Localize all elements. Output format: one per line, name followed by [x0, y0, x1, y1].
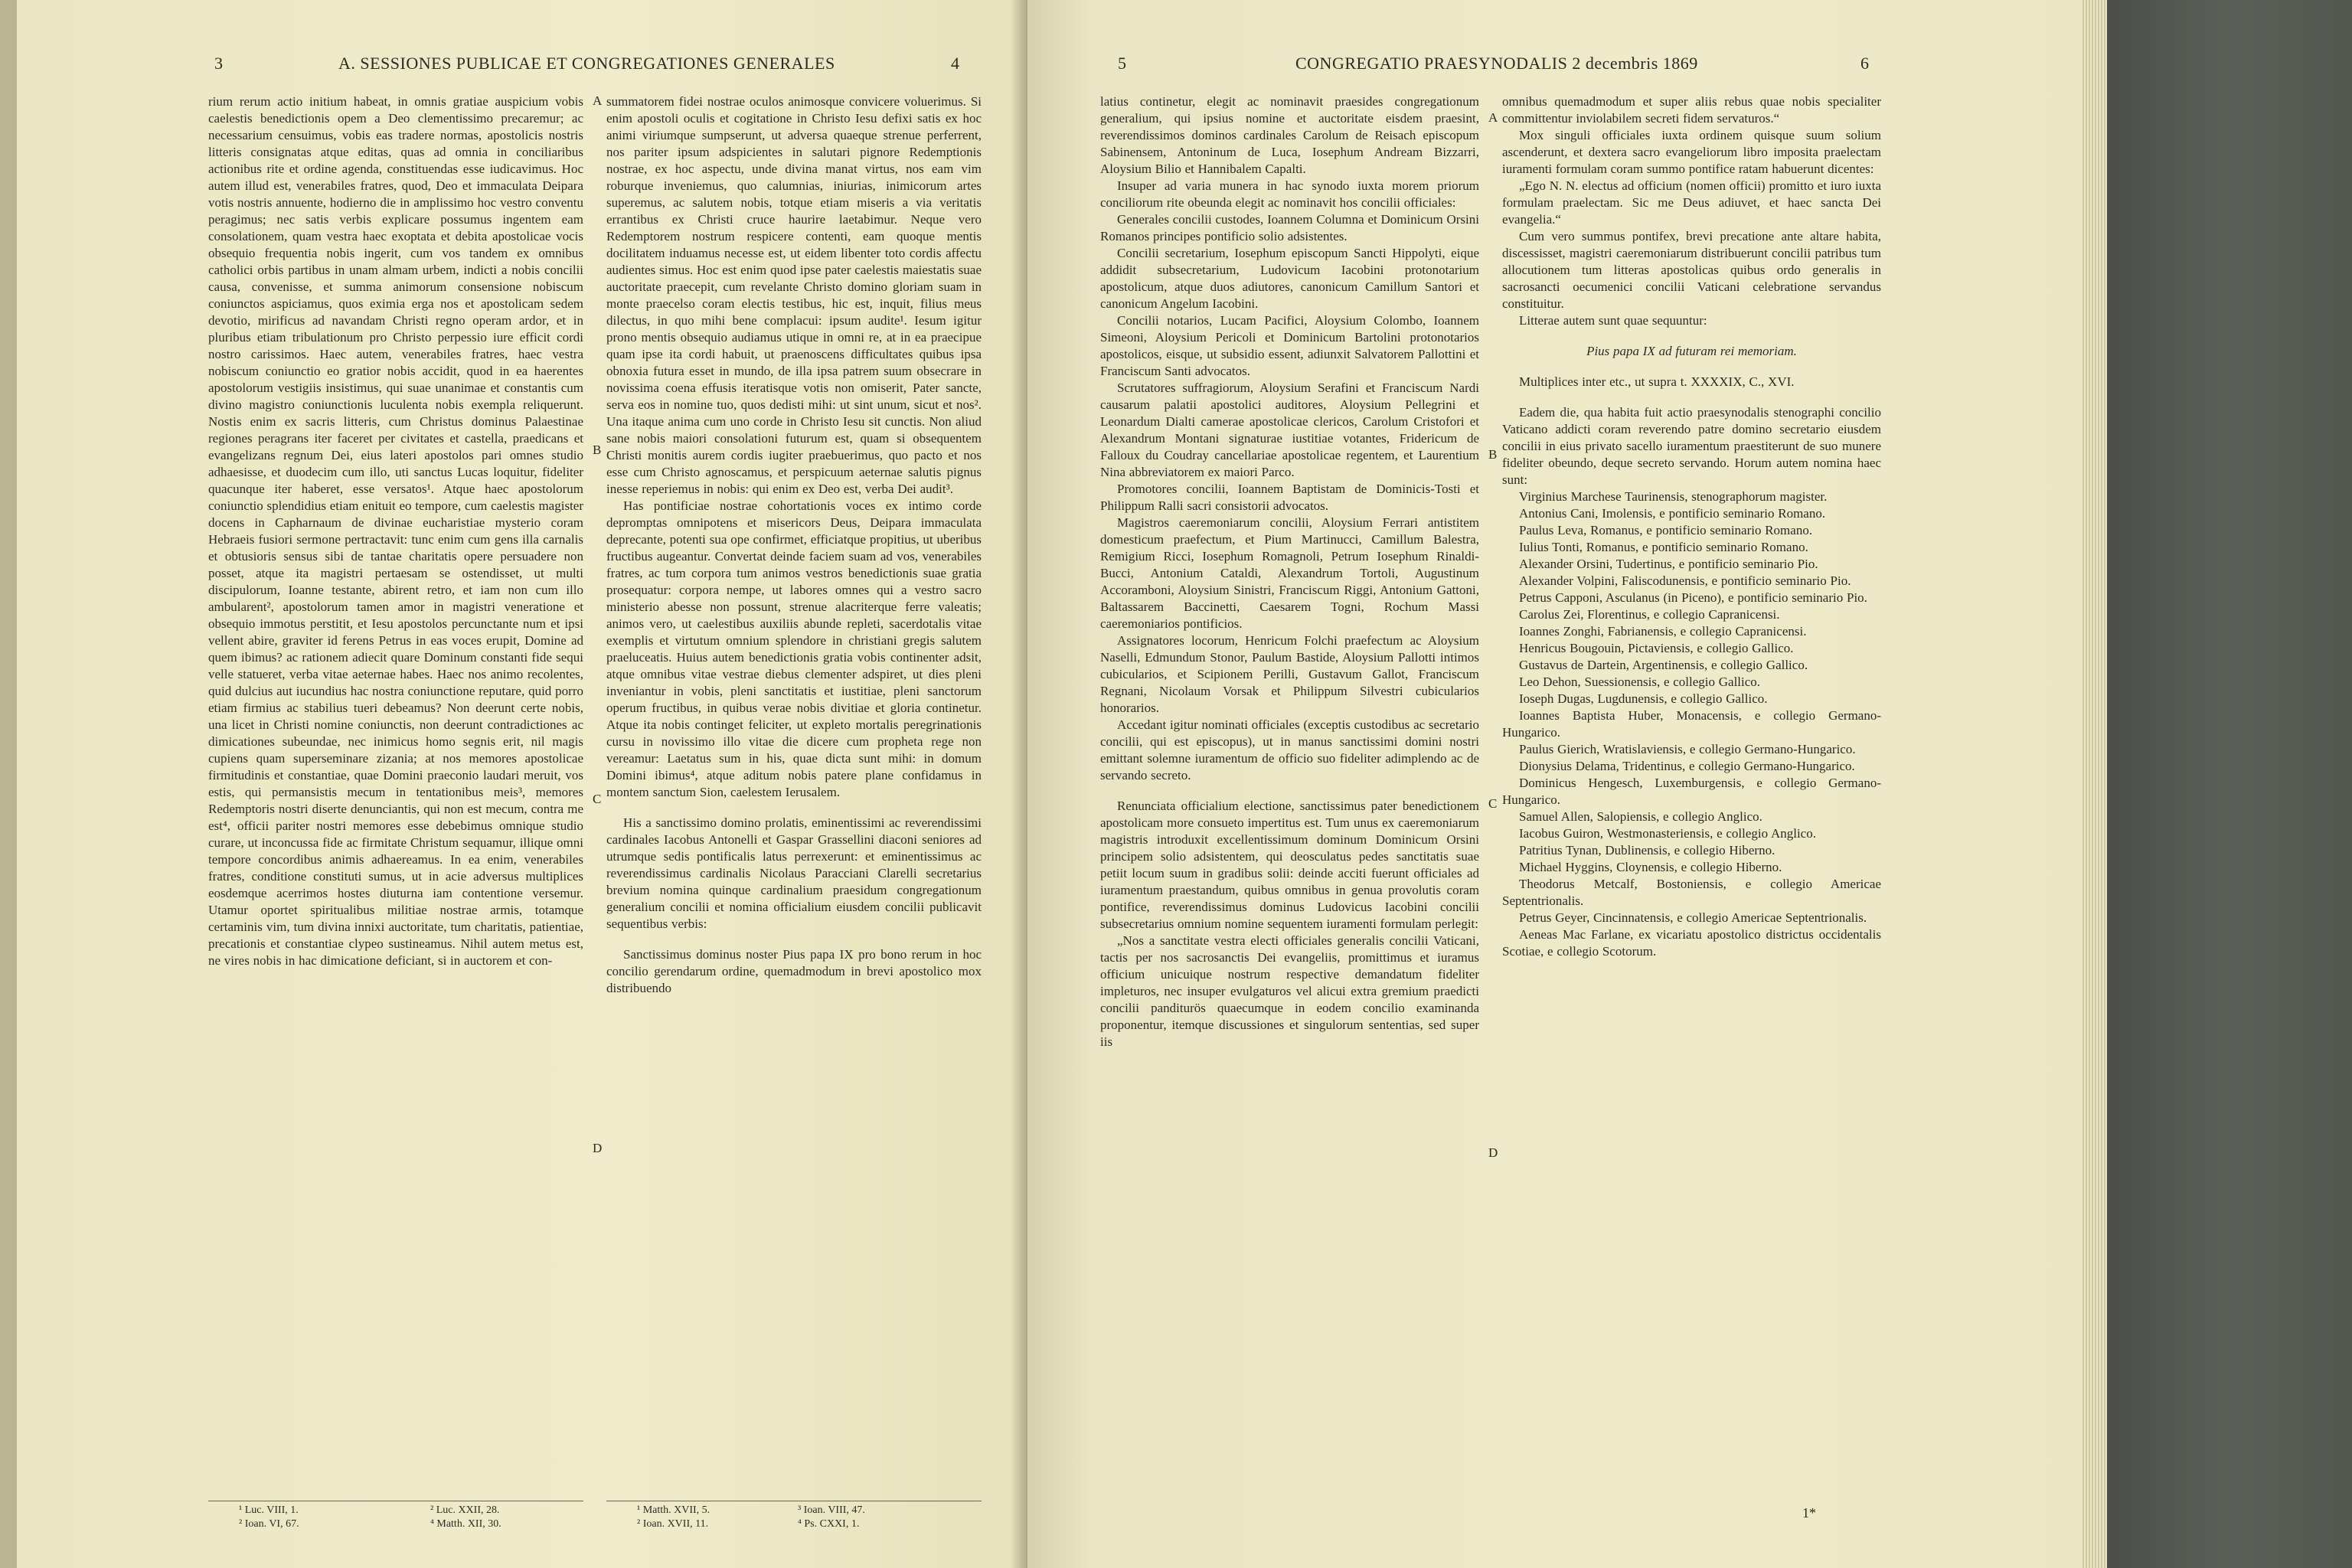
list-item: Petrus Capponi, Asculanus (in Piceno), e pontificio seminario Pio.: [1519, 590, 1867, 605]
footnote: ⁴ Matth. XII, 30.: [430, 1518, 501, 1530]
paragraph: Scrutatores suffragiorum, Aloysium Serafini et Franciscum Nardi causarum palatii apostolici auditores, Aloysium Pellegrini et Leonardum Dialti camerae apostolicae clericos, Carolum Cristofori et Alexandrum Montani signaturae iustitiae votantes, Fridericum de Falloux du Coudray cancellariae apostolicae regentem, et Laurentium Nina abbreviatorem ex maiori Parco.: [1100, 381, 1479, 479]
footnote: ² Ioan. XVII, 11.: [637, 1518, 709, 1530]
left-page: [17, 0, 1027, 1568]
footnote: ¹ Luc. VIII, 1.: [239, 1504, 299, 1516]
footnote: ¹ Matth. XVII, 5.: [637, 1504, 710, 1516]
list-item: Ioannes Zonghi, Fabrianensis, e collegio Capranicensi.: [1519, 624, 1807, 639]
page-number-3: 3: [214, 54, 224, 73]
paragraph: Multiplices inter etc., ut supra t. XXXXIX, C., XVI.: [1519, 374, 1795, 389]
list-item: Dionysius Delama, Tridentinus, e collegio Germano-Hungarico.: [1519, 759, 1855, 773]
right-column-1: [1100, 93, 1479, 1499]
paragraph: omnibus quemadmodum et super aliis rebus quae nobis specialiter committentur inviolabilem secreti fidem servaturos.“: [1502, 94, 1881, 126]
page-number-4: 4: [951, 54, 960, 73]
list-item: Ioannes Baptista Huber, Monacensis, e collegio Germano-Hungarico.: [1502, 708, 1881, 740]
paragraph: Magistros caeremoniarum concilii, Aloysium Ferrari antistitem domesticum praefectum, et Pium Martinucci, Camillum Balestra, Remigium Ricci, Iosephum Romagnoli, Petrum Iosephum Rinaldi-Bucci, Antonium Cataldi, Alexandrum Tortoli, Augustinum Accoramboni, Aloysium Sinistri, Franciscum Riggi, Antonium Gattoni, Baltassarem Baccinetti, Caesarem Togni, Rochum Massi caeremoniarios pontificios.: [1100, 515, 1479, 631]
paragraph: Concilii notarios, Lucam Pacifici, Aloysium Colombo, Ioannem Simeoni, Aloysium Pericoli et Dominicum Bartolini protonotarios apostolicos, eisque, ut subsidio essent, adiunxit Salvatorem Pallottini et Franciscum Santi advocatos.: [1100, 313, 1479, 378]
page-number-5: 5: [1118, 54, 1127, 73]
list-item: Antonius Cani, Imolensis, e pontificio seminario Romano.: [1519, 506, 1826, 521]
list-item: Petrus Geyer, Cincinnatensis, e collegio Americae Septentrionalis.: [1519, 910, 1867, 925]
list-item: Henricus Bougouin, Pictaviensis, e collegio Gallico.: [1519, 641, 1794, 655]
paragraph: Cum vero summus pontifex, brevi precatione ante altare habita, discessisset, magistri caeremoniarum distribuerunt concilii patribus tum allocutionem tum litteras apostolicas quibus ordo generalis in sacrosancti oecumenici concilii Vaticani celebratione servandus constituitur.: [1502, 229, 1881, 311]
footnote: ² Ioan. VI, 67.: [239, 1518, 299, 1530]
running-head-right: CONGREGATIO PRAESYNODALIS 2 decembris 1869: [1295, 54, 1698, 73]
left-column-1: [208, 93, 583, 1499]
list-item: Iulius Tonti, Romanus, e pontificio seminario Romano.: [1519, 540, 1808, 554]
footnote: ³ Ioan. VIII, 47.: [798, 1504, 865, 1516]
paragraph: Promotores concilii, Ioannem Baptistam de Dominicis-Tosti et Philippum Ralli sacri consistorii advocatos.: [1100, 482, 1479, 513]
margin-letter-d: D: [593, 1141, 603, 1155]
list-item: Leo Dehon, Suessionensis, e collegio Gallico.: [1519, 675, 1761, 689]
paragraph: Accedant igitur nominati officiales (exceptis custodibus ac secretario concilii, qui est episcopus), ut in manus sanctissimi domini nostri emittant solemne iuramentum de officio suo fideliter adimplendo ac de servando secreto.: [1100, 717, 1479, 782]
paragraph: latius continetur, elegit ac nominavit praesides congregationum generalium, qui ipsius nomine et auctoritate eisdem praesint, reverendissimos dominos cardinales Carolum de Reisach episcopum Sabinensem, Antoninum de Luca, Iosephum Andream Bizzarri, Aloysium Bilio et Hannibalem Capalti.: [1100, 94, 1479, 176]
list-item: Paulus Gierich, Wratislaviensis, e collegio Germano-Hungarico.: [1519, 742, 1856, 756]
paragraph: Eadem die, qua habita fuit actio praesynodalis stenographi concilio Vaticano addicti coram reverendo patre domino secretario eiusdem concilii in eius privato sacello iuramentum praestiterunt de suo munere fideliter obeundo, deque secreto servando. Horum autem nomina haec sunt:: [1502, 405, 1881, 487]
page-edges: [2082, 0, 2107, 1568]
list-item: Alexander Volpini, Faliscodunensis, e pontificio seminario Pio.: [1519, 573, 1851, 588]
paragraph: Concilii secretarium, Iosephum episcopum Sancti Hippolyti, eique addidit subsecretarium, Ludovicum Iacobini protonotarium apostolicum, atque duos adiutores, canonicum Camillum Santori et canonicum Angelum Iacobini.: [1100, 246, 1479, 311]
running-head-left: A. SESSIONES PUBLICAE ET CONGREGATIONES GENERALES: [338, 54, 835, 73]
list-item: Patritius Tynan, Dublinensis, e collegio Hiberno.: [1519, 843, 1775, 858]
paragraph: Generales concilii custodes, Ioannem Columna et Dominicum Orsini Romanos principes pontificio solio adsistentes.: [1100, 212, 1479, 243]
table-surface: [0, 0, 17, 1568]
paragraph: „Ego N. N. electus ad officium (nomen officii) promitto et iuro iuxta formulam praelectam. Sic me Deus adiuvet, et haec sancta Dei evangelia.“: [1502, 178, 1881, 227]
left-column-2: [606, 93, 982, 1499]
paragraph: His a sanctissimo domino prolatis, eminentissimi ac reverendissimi cardinales Iacobus Antonelli et Gaspar Grassellini diaconi seniores ad utrumque sedis pontificalis latus perrexerunt: et eminentissimus ac reverendissimus cardinalis Nicolaus Paracciani Clarelli secretarius brevium nomina quinque cardinalium praesidum congregationum generalium concilii et nomina officialium eiusdem concilii publicavit sequentibus verbis:: [606, 815, 982, 931]
document-heading: Pius papa IX ad futuram rei memoriam.: [1586, 344, 1797, 358]
paragraph: „Nos a sanctitate vestra electi officiales generalis concilii Vaticani, tactis per nos sacrosanctis Dei evangeliis, promittimus et iuramus officium unicuique nostrum respective demandatum fideliter impleturos, nec insuper evulgaturos vel alicui extra gremium praedicti concilii panditurös quaecumque in eodem concilio examinanda proponentur, itemque discussiones et singulorum sententias, sed super iis: [1100, 933, 1479, 1049]
margin-letter-a: A: [1488, 110, 1498, 125]
list-item: Samuel Allen, Salopiensis, e collegio Anglico.: [1519, 809, 1762, 824]
list-item: Virginius Marchese Taurinensis, stenographorum magister.: [1519, 489, 1828, 504]
margin-letter-c: C: [593, 792, 602, 806]
list-item: Iacobus Guiron, Westmonasteriensis, e collegio Anglico.: [1519, 826, 1816, 841]
list-item: Michael Hyggins, Cloynensis, e collegio Hiberno.: [1519, 860, 1782, 874]
list-item: Aeneas Mac Farlane, ex vicariatu apostolico districtus occidentalis Scotiae, e collegio Scotorum.: [1502, 927, 1881, 959]
paragraph: Litterae autem sunt quae sequuntur:: [1519, 313, 1707, 328]
signature-mark: 1*: [1802, 1505, 1816, 1521]
paragraph: Has pontificiae nostrae cohortationis voces ex intimo corde depromptas omnipotens et misericors Deus, Deipara immaculata deprecante, potenti sua ope confirmet, efficiatque propitius, ut uberibus fructibus augeantur. Convertat deinde faciem suam ad vos, venerabiles fratres, ac tum corpora tum animos vestros benedictionis suae gratia prosequatur: corpora nempe, ut labores omnes qui a vestro sacro ministerio abesse non possunt, strenue alacriterque ferre valeatis; animos vero, ut caelestibus auxiliis abunde repleti, sacerdotalis vitae exemplis et virtutum omnium splendore in christiani gregis salutem praeluceatis. Huius autem benedictionis gratia vobis continenter adsit, atque omnibus vitae vestrae diebus clementer adspiret, ut dies pleni inveniantur in vobis, pleni sanctitatis et iustitiae, pleni sanctorum operum fructibus, in quibus verae nobis divitiae et gloria continetur. Atque ita nobis continget feliciter, ut expleto mortalis peregrinationis cursu in novissimo illo vitae die dicere cum propheta rege non vereamur: Laetatus sum in his, quae dicta sunt mihi: in domum Domini ibimus⁴, atque aditum nobis patere plane confidamus in montem sanctum Sion, caelestem Ierusalem.: [606, 498, 982, 799]
footnote: ⁴ Ps. CXXI, 1.: [798, 1518, 860, 1530]
list-item: Carolus Zei, Florentinus, e collegio Capranicensi.: [1519, 607, 1780, 622]
right-column-2: [1502, 93, 1881, 1499]
paragraph: rium rerum actio initium habeat, in omnis gratiae auspicium vobis caelestis benedictionis opem a Deo clementissimo precaremur; ac necessarium censuimus, vobis eas tradere normas, apostolicis nostris litteris consignatas atque editas, quas ad omnia in conciliaribus actionibus rite et ordine agenda, constituendas esse iudicavimus. Hoc autem illud est, venerabiles fratres, quod, Deo et immaculata Deipara votis nostris annuente, hodierno die in amplissimo hoc vestro conventu peragimus; nec satis verbis explicare possumus ingentem eam consolationem, quam vestra haec exoptata et debita apostolicae vocis obsequio frequentia nobis ingerit, cum vos tandem ex omnibus catholici orbis partibus in unam almam urbem, indicti a nobis concilii causa, convenisse, et summa animorum consensione nobiscum coniunctos aspiciamus, quos eximia erga nos et apostolicam sedem devotio, mirificus ad navandam Christi regno operam ardor, et in pluribus etiam tribulationum pro Christo perpessio iure efficit cordi nostro carissimos. Haec autem, venerabiles fratres, haec vestra nobiscum coniunctio eo gratior nobis accidit, quod in ea haerentes apostolorum vestigiis insistimus, qui suae unanimae et constantis cum divino magistro coniunctionis luculenta nobis exempla reliquerunt. Nostis enim ex sacris litteris, cum Christus dominus Palaestinae regiones peragrans iter faceret per civitates et castella, praedicans et evangelizans regnum Dei, eius lateri apostolos pari omnes studio adhaesisse, et duodecim cum illo, uti sanctus Lucas loquitur, fideliter quacunque iter haberet, esse versatos¹. Atque haec apostolorum coniunctio splendidius etiam enituit eo tempore, cum caelestis magister docens in Capharnaum de divinae eucharistiae mysterio coram Hebraeis fusiori sermone pertractavit: tunc enim cum gens illa carnalis et obtusioris sensus sibi de tantae charitatis opere persuadere non posset, atque ita magistri pertaesam se ostendisset, ut multi discipulorum, Ioanne testante, abirent retro, et iam non cum illo ambularent², apostolorum tamen amor in magistri veneratione et obsequio immotus perstitit, et Iesu apostolos percunctante num et ipsi vellent abire, graviter id ferens Petrus in eas voces erupit, Domine ad quem ibimus? ac rationem adiecit quare Dominum constanti fide sequi velle statueret, verba vitae aeternae habes. Haec nos animo recolentes, quid dulcius aut iucundius hac nostra coniunctione reputare, quid porro etiam firmius ac stabilius tueri debeamus? Non deerunt certe nobis, una licet in Christi nomine coniunctis, non deerunt contradictiones ac dimicationes subeundae, nec inimicus homo segnis erit, nil magis cupiens quam superseminare zizania; at nos memores apostolicae firmitudinis et constantiae, quae Domini praeconio laudari meruit, vos estis, qui permansistis mecum in tentationibus meis³, memores Redemptoris nostri diserte denunciantis, qui non est mecum, contra me est⁴, officii pariter nostri memores esse debebimus omnique studio curare, ut inconcussa fide ac firmitate Christum sequamur, illique omni tempore concordibus animis adhaereamus. In ea enim, venerabiles fratres, conditione constituti sumus, ut in acie adversus multiplices eosdemque acerrimos hostes diuturna iam contentione versemur. Utamur oportet spiritualibus militiae nostrae armis, totamque certaminis vim, tum divina innixi auctoritate, tum charitatis, patientiae, precationis et constantiae clypeo sustineamus. Nihil autem metus est, ne vires nobis in hac dimicatione deficiant, si in auctorem et con-: [208, 94, 583, 968]
paragraph: Assignatores locorum, Henricum Folchi praefectum ac Aloysium Naselli, Edmundum Stonor, Paulum Bastide, Aloysium Pallotti intimos cubicularios, et Scipionem Perilli, Gustavum Gallot, Franciscum Regnani, Nicolaum Vorsak et Philippum Silvestri cubicularios honorarios.: [1100, 633, 1479, 715]
paragraph: Insuper ad varia munera in hac synodo iuxta morem priorum conciliorum rite obeunda elegit ac nominavit hos concilii officiales:: [1100, 178, 1479, 210]
list-item: Alexander Orsini, Tudertinus, e pontificio seminario Pio.: [1519, 557, 1818, 571]
list-item: Dominicus Hengesch, Luxemburgensis, e collegio Germano-Hungarico.: [1502, 776, 1881, 807]
list-item: Theodorus Metcalf, Bostoniensis, e collegio Americae Septentrionalis.: [1502, 877, 1881, 908]
paragraph: Renunciata officialium electione, sanctissimus pater benedictionem apostolicam more consueto impertitus est. Tum unus ex caeremoniarum magistris introduxit excellentissimum dominum Dominicum Orsini principem solio adsistentem, qui deosculatus pedes sanctitatis suae petiit locum suum in gradibus solii: deinde acciti fuerunt officiales ad iuramentum praestandum, quibus omnibus in genua provolutis coram pontifice, reverendissimus dominus Ludovicus Iacobini concilii subsecretarius omnium nomine sequentem iuramenti formulam perlegit:: [1100, 799, 1479, 931]
margin-letter-a: A: [593, 93, 603, 108]
list-item: Ioseph Dugas, Lugdunensis, e collegio Gallico.: [1519, 691, 1768, 706]
margin-letter-d: D: [1488, 1145, 1498, 1160]
right-page: [1027, 0, 2082, 1568]
paragraph: Mox singuli officiales iuxta ordinem quisque suum solium ascenderunt, et dextera sacro evangeliorum libro imposita praelectam iuramenti formulam coram summo pontifice ratam habuerunt dicentes:: [1502, 128, 1881, 176]
margin-letter-b: B: [1488, 447, 1498, 462]
page-number-6: 6: [1860, 54, 1870, 73]
margin-letter-c: C: [1488, 796, 1498, 811]
list-item: Paulus Leva, Romanus, e pontificio seminario Romano.: [1519, 523, 1813, 537]
background-cover: [2107, 0, 2352, 1568]
paragraph: summatorem fidei nostrae oculos animosque convicere voluerimus. Si enim apostoli oculis et cogitatione in Christo Iesu defixi satis ex hoc animi viriumque sumpserunt, ut adversa quaeque strenue perferrent, nos pariter ipsum adspicientes in salutari pignore Redemptionis nostrae, ex hoc aspectu, unde divina manat virtus, nos eam vim roburque inveniemus, quo calumnias, iniurias, inimicorum artes superemus, ac salutem nobis, totque etiam miseris a via veritatis errantibus ex Christi cruce haurire laetabimur. Neque vero Redemptorem nostrum respicere contenti, eam quoque mentis docilitatem induamus necesse est, ut eidem libenter toto cordis affectu audientes simus. Hoc est enim quod ipse pater caelestis maiestatis suae auctoritate praecepit, cum revelante Christo domino gloriam suam in monte praecelso coram electis testibus, hic est, inquit, filius meus dilectus, in quo mihi bene complacui: ipsum audite¹. Iesum igitur prono mentis obsequio audiamus utique in omni re, at in ea praecipue quam ipse ita cordi habuit, ut praenoscens difficultates quibus ipsa obnoxia futura esset in mundo, de illa ipsa patrem suum obsecrare in novissima coena effusis iteratisque votis non omiserit, Pater sancte, serva eos in nomine tuo, quos dedisti mihi: ut sint unum, sicut et nos². Una itaque anima cum uno corde in Christo Iesu sit cunctis. Non aliud sane nobis maiori consolationi futurum est, quam si obsequentem Christi monitis aurem cordis iugiter praebuerimus, quo pacto et nos esse cum Christo agnoscamus, et perspicuum aeternae salutis pignus inesse reperiemus in nobis: qui enim ex Deo est, verba Dei audit³.: [606, 94, 982, 496]
margin-letter-b: B: [593, 443, 602, 457]
list-item: Gustavus de Dartein, Argentinensis, e collegio Gallico.: [1519, 658, 1808, 672]
paragraph: Sanctissimus dominus noster Pius papa IX pro bono rerum in hoc concilio gerendarum ordine, quemadmodum in brevi apostolico mox distribuendo: [606, 947, 982, 995]
footnote: ² Luc. XXII, 28.: [430, 1504, 500, 1516]
